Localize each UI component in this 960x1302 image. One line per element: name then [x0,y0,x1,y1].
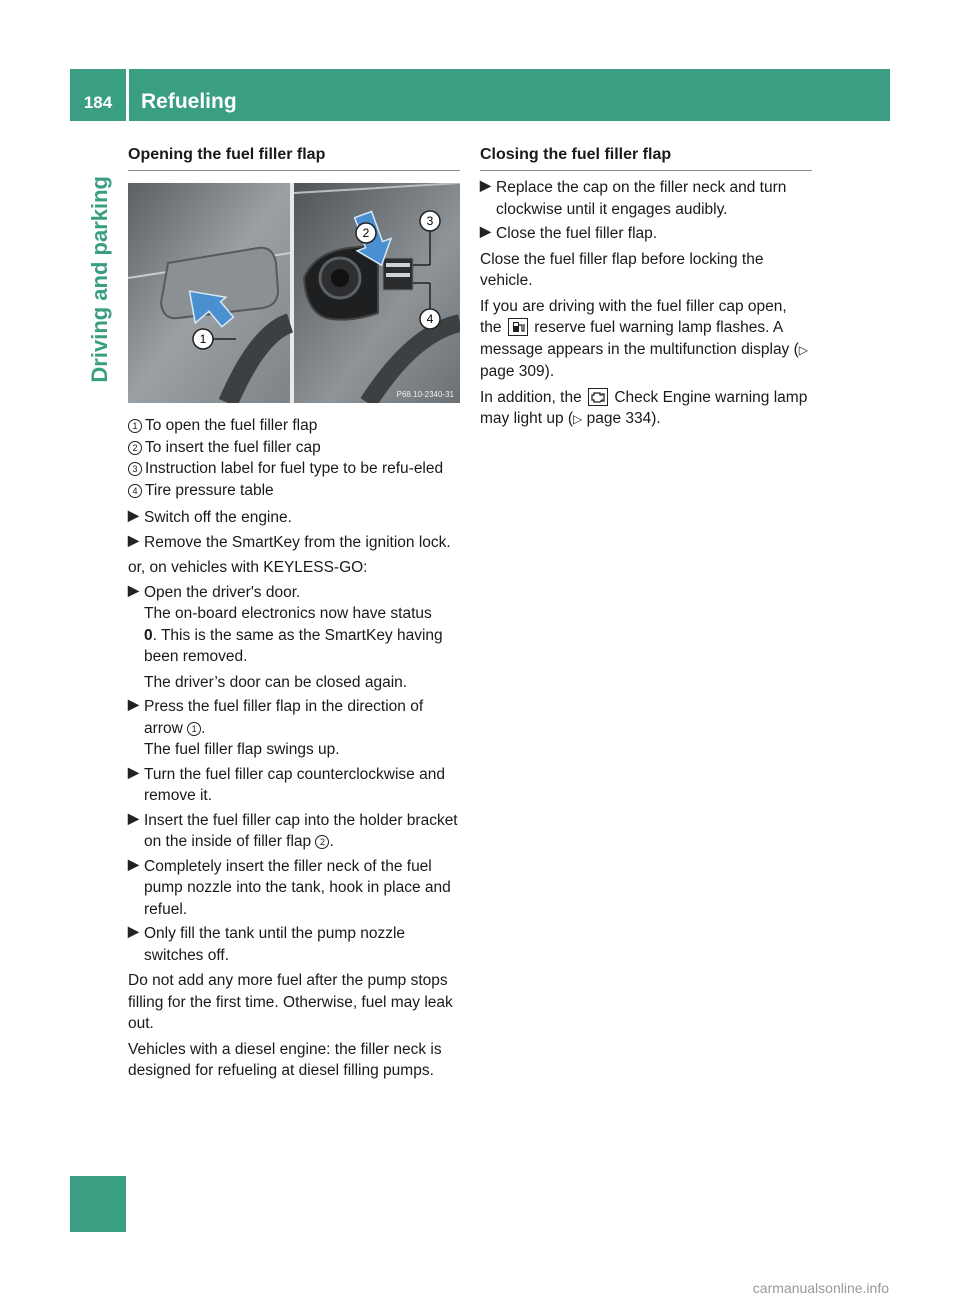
figure-code: P68.10-2340-31 [396,390,454,399]
legend-item [128,480,460,502]
legend-number: 3 [128,462,142,476]
step-text: Replace the cap on the filler neck and turn clockwise until it engages audibly. [496,179,787,218]
paragraph: Vehicles with a diesel engine: the filler neck is designed for refueling at diesel filling pumps. [128,1040,442,1079]
paragraph-part: reserve fuel warning lamp flashes. A message appears in the multifunction display ( [480,319,799,358]
instruction-step [480,177,812,220]
step-note-text: . This is the same as the SmartKey having been removed. [144,626,443,665]
step-arrow-icon: ▶ [128,923,139,939]
page-reference-triangle-icon: ▷ [573,412,583,426]
paragraph-part: If you are driving with the fuel filler cap open, the [480,297,787,336]
step-arrow-icon: ▶ [128,531,139,548]
step-text-part: Insert the fuel filler cap into the holder bracket on the inside of filler flap [144,811,458,850]
legend-item [128,458,460,480]
page-number: 184 [83,93,113,112]
paragraph-part: In addition, the [480,388,582,406]
step-arrow-icon: ▶ [128,763,139,780]
step-text [144,696,460,739]
fuel-flap-photo [128,183,460,403]
header-divider [126,69,129,121]
step-arrow-icon: ▶ [128,581,139,598]
step-arrow-icon: ▶ [480,223,491,239]
callout-3: 3 [426,214,434,228]
paragraph: Do not add any more fuel after the pump stops filling for the first time. Otherwise, fuel may leak out. [128,972,453,1032]
legend-item [128,437,460,459]
callout-1: 1 [199,332,207,346]
paragraph-part: Check Engine warning lamp may light up ( [480,388,808,427]
page-reference[interactable]: page 309 [480,363,545,380]
paragraph [480,296,812,383]
paragraph: Close the fuel filler flap before locking the vehicle. [480,250,764,289]
side-tab-block [70,1176,126,1232]
legend-number: 1 [128,419,142,433]
side-tab [85,176,115,486]
step-text-part: Press the fuel filler flap in the direction of arrow [144,698,424,737]
step-text-part: . [201,719,206,737]
step-note: The fuel filler flap swings up. [144,741,340,758]
step-text: Remove the SmartKey from the ignition lock. [144,533,451,551]
instruction-step [128,532,460,554]
inline-callout: 1 [187,722,201,736]
inline-callout: 2 [315,835,329,849]
heading-opening: Opening the fuel filler flap [128,146,460,171]
page-reference-triangle-icon: ▷ [798,342,809,357]
legend-item [128,415,460,437]
legend-number: 2 [128,441,142,455]
legend-number: 4 [128,484,142,498]
heading-closing: Closing the fuel filler flap [480,146,812,171]
legend-text: Tire pressure table [145,481,274,499]
step-text: Open the driver's door. [144,583,301,601]
step-note [144,603,460,668]
legend-text: To open the fuel filler flap [145,417,318,434]
step-arrow-icon: ▶ [480,177,491,193]
step-text-part: . [329,833,334,850]
paragraph-part: ). [544,363,555,380]
instruction-step [128,856,460,921]
step-arrow-icon: ▶ [128,809,139,826]
step-note: The driver’s door can be closed again. [144,673,408,691]
step-text: Turn the fuel filler cap counterclockwise and remove it. [144,765,445,804]
side-tab-label: Driving and parking [87,176,112,383]
instruction-step [480,223,812,245]
paragraph [480,387,812,431]
right-column [480,146,812,431]
step-arrow-icon: ▶ [128,696,139,712]
engine-icon [588,388,608,406]
instruction-step [128,507,460,529]
left-column [128,146,460,1082]
section-title: Refueling [141,90,237,113]
page-reference[interactable]: page 334 [586,410,652,427]
paragraph: or, on vehicles with KEYLESS-GO: [128,559,368,576]
figure-legend [128,415,460,501]
status-value: 0 [144,626,153,644]
instruction-step [128,764,460,807]
watermark: carmanualsonline.info [752,1280,889,1296]
legend-text: To insert the fuel filler cap [145,438,321,456]
step-arrow-icon: ▶ [128,507,139,523]
step-note-text: The on-board electronics now have status [144,605,432,622]
step-text: Switch off the engine. [144,509,292,526]
fuel-flap-figure [128,183,460,403]
instruction-step [128,696,460,761]
legend-text: Instruction label for fuel type to be refu-eled [145,460,444,477]
step-arrow-icon: ▶ [128,855,139,872]
callout-2: 2 [362,226,370,240]
step-text: Close the fuel filler flap. [496,225,658,242]
step-text [144,810,460,853]
instruction-step [128,582,460,694]
step-text: Only fill the tank until the pump nozzle switches off. [144,925,406,964]
instruction-step [128,923,460,966]
callout-4: 4 [426,312,434,326]
paragraph-part: ). [651,410,661,427]
instruction-step [128,810,460,853]
fuel-pump-icon [508,318,528,336]
step-text: Completely insert the filler neck of the fuel pump nozzle into the tank, hook in place and refuel. [144,857,451,918]
